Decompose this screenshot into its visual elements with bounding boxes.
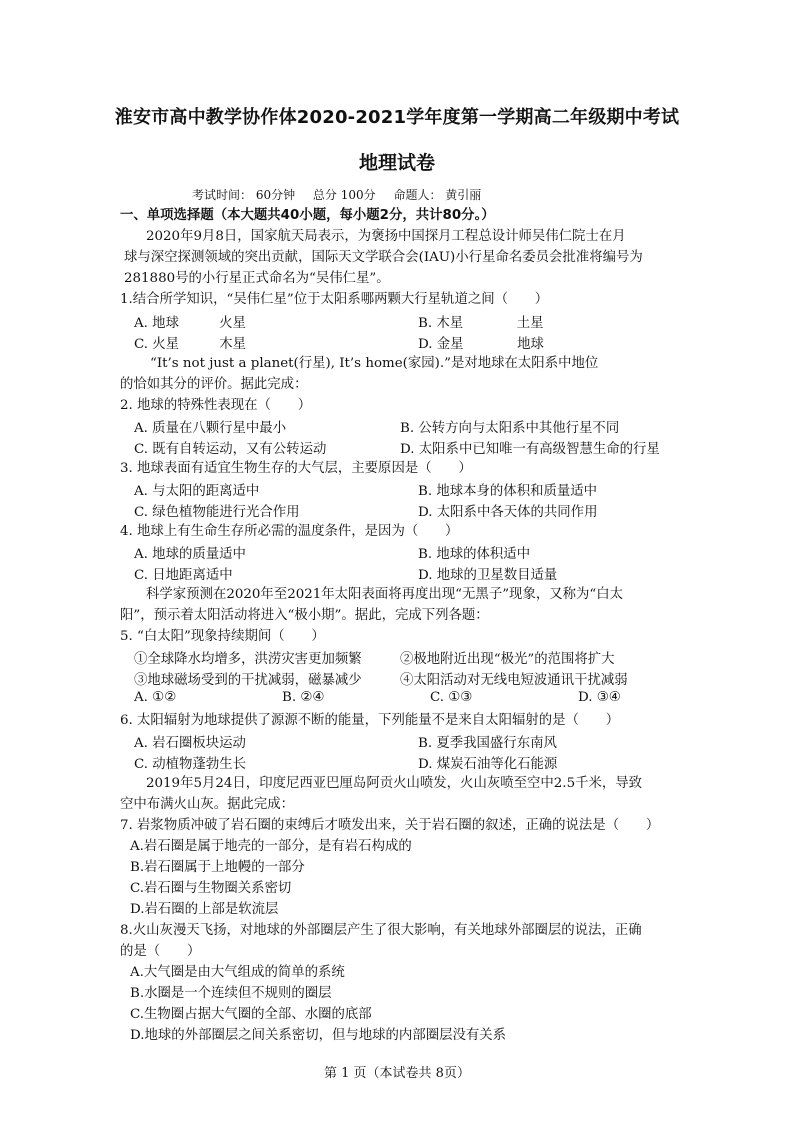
option-a: A.大气圈是由大气组成的简单的系统: [130, 965, 345, 980]
option-a: A. 与太阳的距离适中: [134, 484, 260, 499]
option-a: A. 地球 火星: [134, 316, 246, 331]
total-score: 总分 100分: [312, 188, 376, 202]
option-d: D. 金星 地球: [418, 337, 544, 352]
option-d: D. 太阳系中各天体的共同作用: [418, 505, 598, 520]
passage-line: 阳”，预示着太阳活动将进入“极小期”。据此，完成下列各题：: [120, 608, 489, 623]
passage-line: 281880号的小行星正式命名为“吴伟仁星”。: [124, 271, 390, 286]
passage-line: 科学家预测在2020年至2021年太阳表面将再度出现“无黑子”现象，又称为“白太: [146, 587, 624, 602]
exam-title: 淮安市高中教学协作体2020-2021学年度第一学期高二年级期中考试: [114, 107, 680, 128]
option-b: B. 地球的体积适中: [418, 547, 531, 562]
option-d: D. 太阳系中已知唯一有高级智慧生命的行星: [400, 442, 660, 457]
option-b: B. ②④: [282, 690, 325, 705]
option-d: D.岩石圈的上部是软流层: [130, 902, 279, 917]
option-b: B.水圈是一个连续但不规则的圈层: [130, 986, 332, 1001]
passage-line: 2020年9月8日，国家航天局表示，为褒扬中国探月工程总设计师吴伟仁院士在月: [146, 229, 626, 244]
option-c: C. 火星 木星: [134, 337, 247, 352]
exam-info: [192, 186, 495, 203]
passage-line: 空中布满火山灰。据此完成：: [120, 797, 295, 812]
option-d: D.地球的外部圈层之间关系密切，但与地球的内部圈层没有关系: [130, 1028, 507, 1043]
option-c: C. ①③: [430, 690, 473, 705]
exam-time: 考试时间： 60分钟: [192, 188, 296, 202]
passage-line: “It’s not just a planet(行星), It’s home(家园).”是对地球在太阳系中地位: [150, 356, 599, 371]
option-a: A. ①②: [134, 690, 177, 705]
option-b: B. 夏季我国盛行东南风: [418, 736, 557, 751]
section-heading: 一、单项选择题（本大题共40小题，每小题2分，共计80分。）: [120, 208, 495, 223]
question-stem: 1.结合所学知识，“吴伟仁星”位于太阳系哪两颗大行星轨道之间（ ）: [120, 292, 549, 307]
option-a: A. 岩石圈板块运动: [134, 736, 246, 751]
option-a: A.岩石圈是属于地壳的一部分，是有岩石构成的: [130, 839, 412, 854]
question-stem: 8.火山灰漫天飞扬，对地球的外部圈层产生了很大影响，有关地球外部圈层的说法，正确: [120, 923, 642, 938]
option-c: C.生物圈占据大气圈的全部、水圈的底部: [130, 1007, 372, 1022]
option-c: C. 绿色植物能进行光合作用: [134, 505, 300, 520]
question-stem: 3. 地球表面有适宜生物生存的大气层，主要原因是（ ）: [120, 461, 472, 476]
question-stem: 5. “白太阳”现象持续期间（ ）: [120, 629, 325, 644]
option-b: B. 地球本身的体积和质量适中: [418, 484, 598, 499]
option-b: B.岩石圈属于上地幔的一部分: [130, 860, 305, 875]
option-c: C. 日地距离适中: [134, 568, 233, 583]
option-c: C. 既有自转运动，又有公转运动: [134, 442, 327, 457]
option-d: D. ③④: [578, 690, 621, 705]
option-b: B. 木星 土星: [418, 316, 544, 331]
exam-subtitle: 地理试卷: [358, 152, 435, 174]
statement-3: ③地球磁场受到的干扰减弱，磁暴减少: [134, 673, 362, 688]
question-stem: 6. 太阳辐射为地球提供了源源不断的能量，下列能量不是来自太阳辐射的是（ ）: [120, 713, 620, 728]
question-stem: 7. 岩浆物质冲破了岩石圈的束缚后才喷发出来，关于岩石圈的叙述，正确的说法是（ ）: [120, 818, 660, 833]
question-stem: 4. 地球上有生命生存所必需的温度条件，是因为（ ）: [120, 524, 459, 539]
option-a: A. 地球的质量适中: [134, 547, 246, 562]
statement-2: ②极地附近出现“极光”的范围将扩大: [400, 652, 615, 667]
passage-line: 球与深空探测领域的突出贡献，国际天文学联合会(IAU)小行星命名委员会批准将编号为: [124, 250, 643, 265]
option-a: A. 质量在八颗行星中最小: [134, 421, 287, 436]
exam-author: 命题人： 黄引丽: [393, 188, 482, 202]
question-stem-cont: 的是（ ）: [120, 944, 201, 959]
statement-1: ①全球降水均增多，洪涝灾害更加频繁: [134, 652, 362, 667]
passage-line: 的恰如其分的评价。据此完成：: [120, 377, 308, 392]
option-d: D. 煤炭石油等化石能源: [418, 757, 558, 772]
option-c: C.岩石圈与生物圈关系密切: [130, 881, 292, 896]
option-b: B. 公转方向与太阳系中其他行星不同: [400, 421, 620, 436]
passage-line: 2019年5月24日，印度尼西亚巴厘岛阿贡火山喷发，火山灰喷至空中2.5千米，导致: [146, 776, 643, 791]
question-stem: 2. 地球的特殊性表现在（ ）: [120, 398, 312, 413]
page-footer: 第 1 页（本试卷共 8页）: [324, 1066, 470, 1081]
statement-4: ④太阳活动对无线电短波通讯干扰减弱: [400, 673, 628, 688]
option-d: D. 地球的卫星数目适量: [418, 568, 558, 583]
option-c: C. 动植物蓬勃生长: [134, 757, 247, 772]
